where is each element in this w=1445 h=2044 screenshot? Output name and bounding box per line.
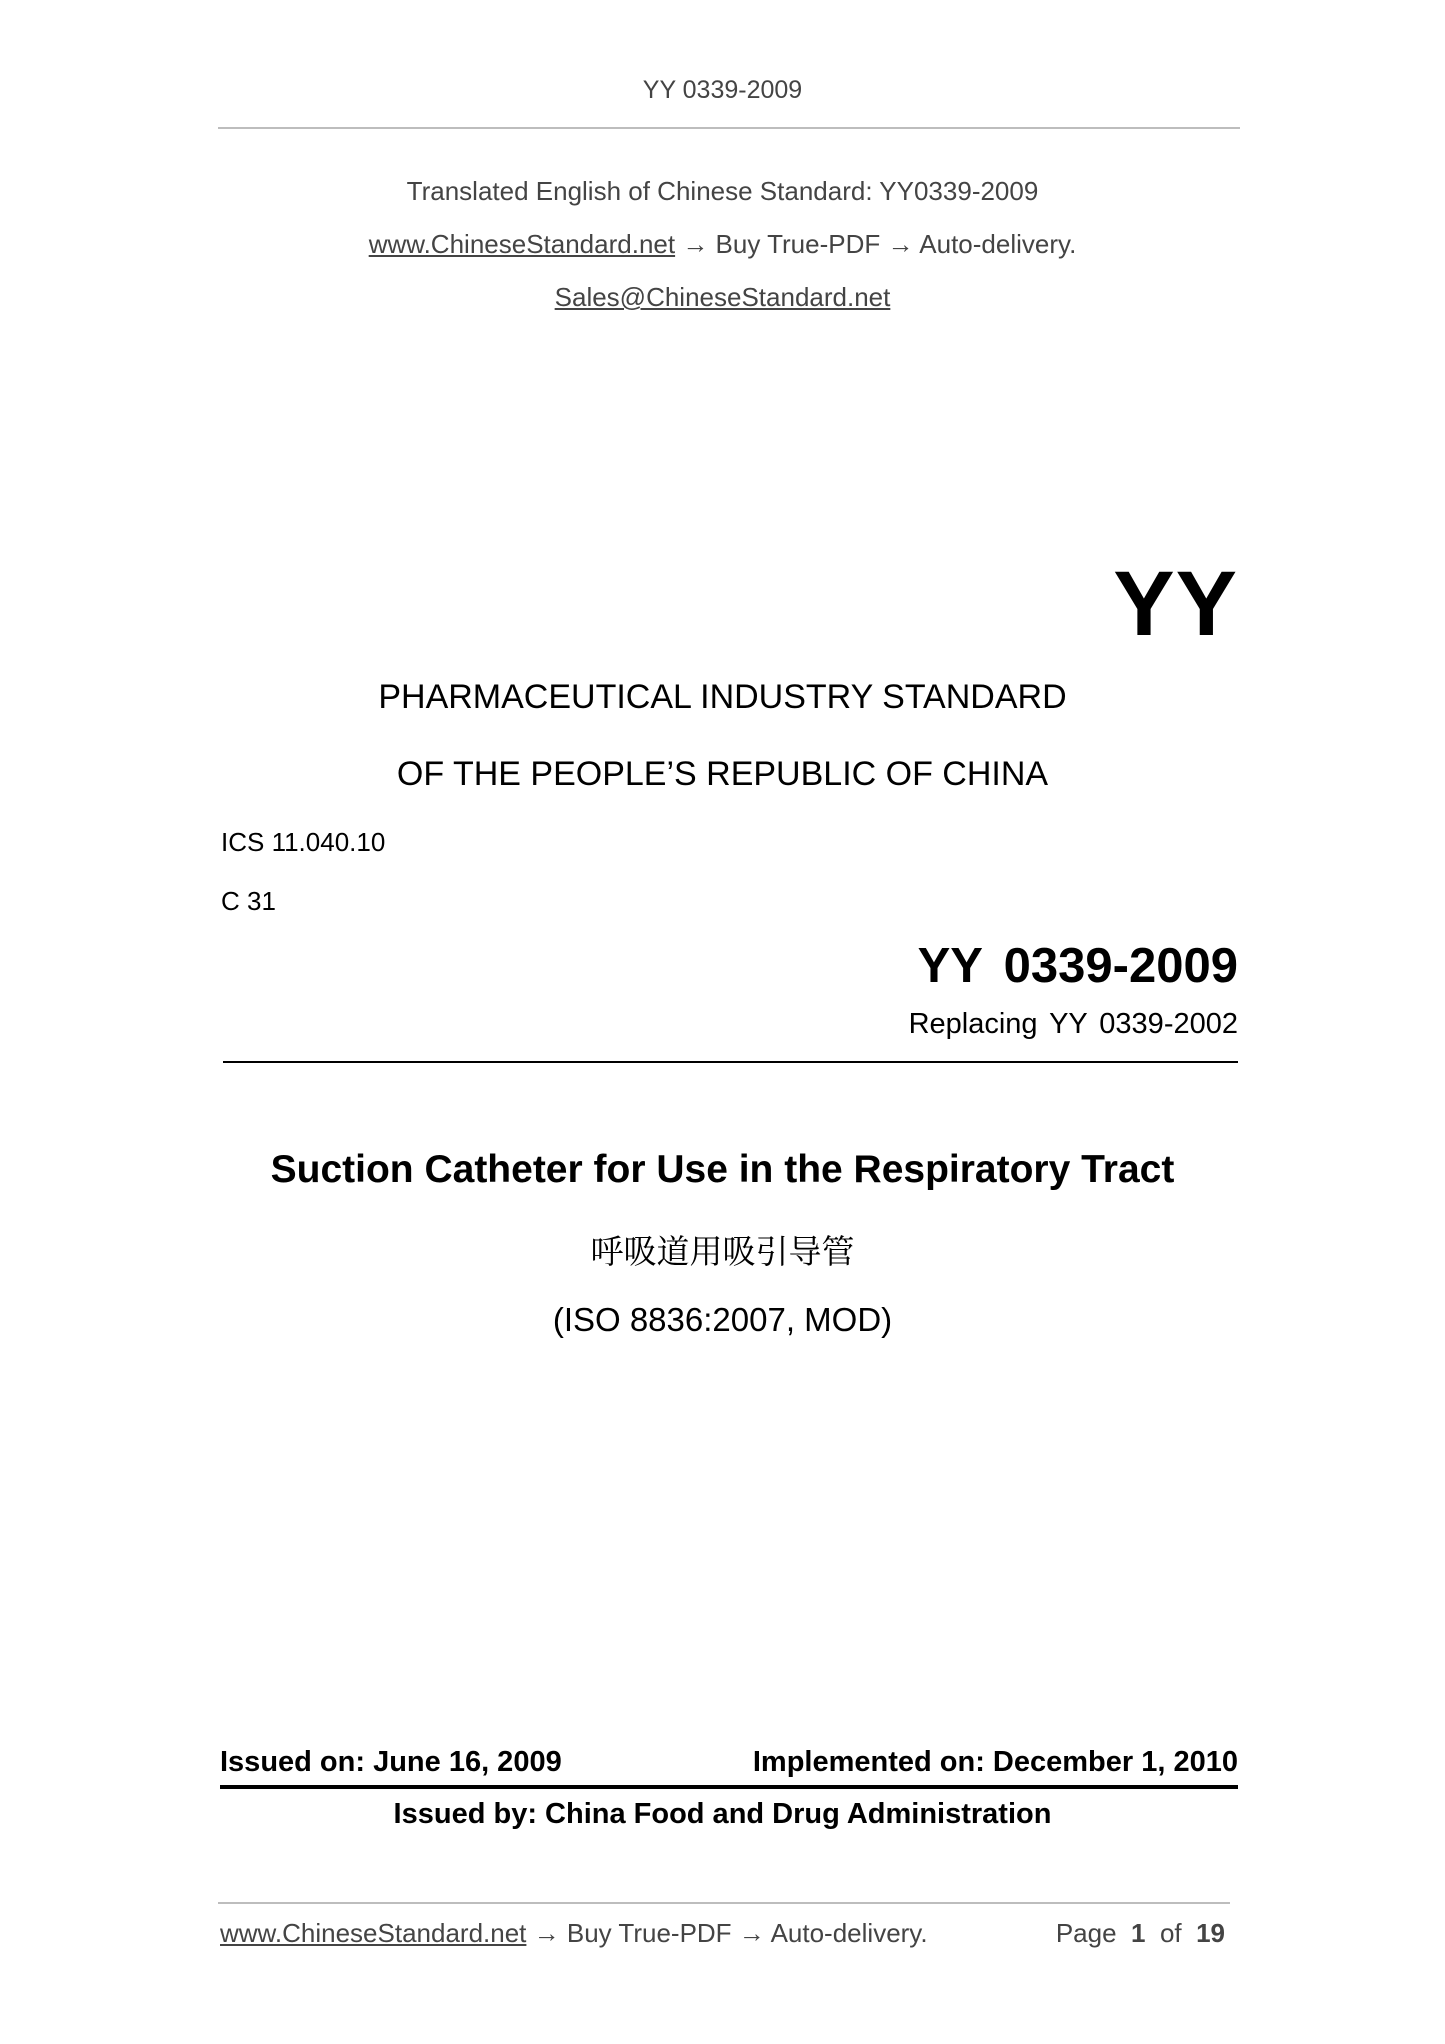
footer-buy-line	[220, 1918, 928, 1949]
page-indicator	[1056, 1918, 1225, 1949]
implemented-on-date: Implemented on: December 1, 2010	[752, 1746, 1238, 1778]
page-label: Page	[1055, 1918, 1117, 1948]
sales-line	[0, 282, 1445, 313]
standard-type-line1: PHARMACEUTICAL INDUSTRY STANDARD	[378, 678, 1067, 716]
document-title-chinese: 呼吸道用吸引导管	[590, 1233, 855, 1270]
issue-divider	[220, 1785, 1238, 1789]
document-title: Suction Catheter for Use in the Respiratory Tract	[270, 1148, 1175, 1191]
ics-code: ICS 11.040.10	[221, 827, 386, 857]
standard-number: YY 0339-2009	[917, 939, 1238, 993]
issued-on-date: Issued on: June 16, 2009	[220, 1746, 562, 1778]
buy-text: → Buy True-PDF → Auto-delivery.	[675, 229, 1077, 259]
page-of-label: of	[1159, 1918, 1182, 1948]
title-divider	[223, 1061, 1238, 1063]
site-link[interactable]: www.ChineseStandard.net	[368, 229, 676, 259]
page-current: 1	[1131, 1918, 1146, 1948]
sales-email-link[interactable]: Sales@ChineseStandard.net	[554, 282, 891, 312]
standard-type-line2: OF THE PEOPLE’S REPUBLIC OF CHINA	[396, 755, 1049, 793]
buy-line	[0, 229, 1445, 260]
running-header: YY 0339-2009	[642, 76, 803, 104]
page-total: 19	[1196, 1918, 1225, 1948]
footer-divider	[218, 1902, 1230, 1904]
footer-buy-text: → Buy True-PDF → Auto-delivery.	[526, 1918, 928, 1948]
footer-site-link[interactable]: www.ChineseStandard.net	[220, 1918, 527, 1948]
issuing-authority: Issued by: China Food and Drug Administration	[393, 1798, 1052, 1830]
ccs-code: C 31	[221, 886, 276, 916]
replacing-standard: Replacing YY 0339-2002	[908, 1008, 1238, 1040]
translated-notice: Translated English of Chinese Standard: YY0339-2009	[406, 176, 1039, 206]
iso-reference: (ISO 8836:2007, MOD)	[552, 1301, 893, 1338]
standard-code-mark: YY	[1113, 553, 1238, 655]
header-divider	[218, 127, 1240, 129]
